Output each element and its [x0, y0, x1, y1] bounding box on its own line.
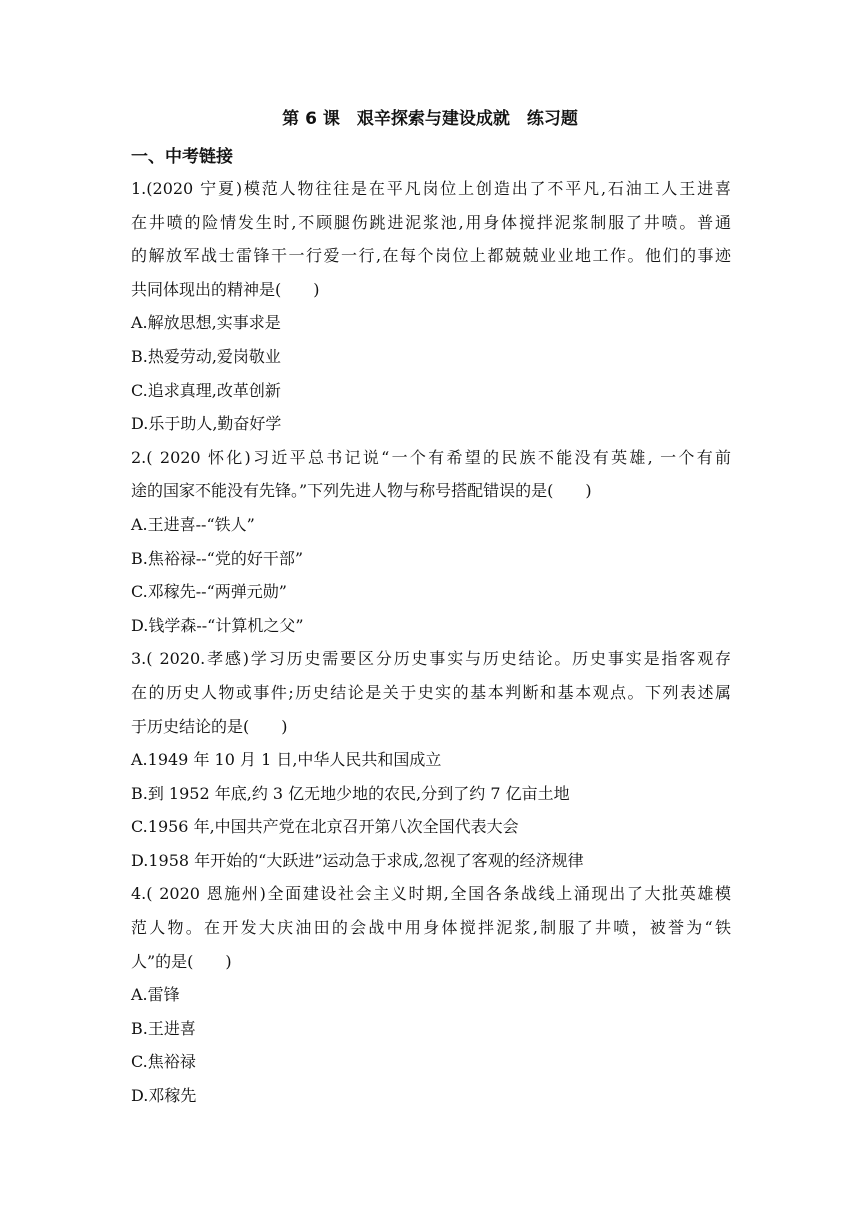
option-b: B.焦裕禄--“党的好干部”: [131, 548, 304, 568]
stem-line: 途的国家不能没有先锋。”下列先进人物与称号搭配错误的是( ): [131, 481, 592, 501]
option-a: A.王进喜--“铁人”: [131, 514, 255, 534]
option-c: C.邓稼先--“两弹元勋”: [131, 582, 287, 602]
option-a: A.1949 年 10 月 1 日,中华人民共和国成立: [131, 750, 442, 770]
stem-line: 人”的是( ): [131, 951, 232, 971]
option-c: C.追求真理,改革创新: [131, 380, 281, 400]
question-stem: [131, 441, 731, 508]
page-title: 第 6 课 艰辛探索与建设成就 练习题: [282, 109, 578, 129]
option-a: A.雷锋: [131, 985, 180, 1005]
question-2: [131, 441, 731, 643]
stem-line: 3.( 2020.孝感)学习历史需要区分历史事实与历史结论。历史事实是指客观存: [131, 649, 731, 669]
option-c: C.焦裕禄: [131, 1052, 196, 1072]
option-c: C.1956 年,中国共产党在北京召开第八次全国代表大会: [131, 817, 519, 837]
option-d: D.乐于助人,勤奋好学: [131, 414, 282, 434]
option-d: D.钱学森--“计算机之父”: [131, 615, 304, 635]
stem-line: 的解放军战士雷锋干一行爱一行,在每个岗位上都兢兢业业地工作。他们的事迹: [131, 246, 731, 266]
option-d: D.1958 年开始的“大跃进”运动急于求成,忽视了客观的经济规律: [131, 850, 584, 870]
option-d: D.邓稼先: [131, 1086, 197, 1106]
stem-line: 于历史结论的是( ): [131, 716, 288, 736]
option-a: A.解放思想,实事求是: [131, 313, 281, 333]
question-1: [131, 172, 731, 441]
stem-line: 在的历史人物或事件;历史结论是关于史实的基本判断和基本观点。下列表述属: [131, 682, 731, 702]
stem-line: 范人物。在开发大庆油田的会战中用身体搅拌泥浆,制服了井喷，被誉为“铁: [131, 918, 731, 938]
option-b: B.到 1952 年底,约 3 亿无地少地的农民,分到了约 7 亿亩土地: [131, 783, 570, 803]
question-3: [131, 642, 731, 877]
stem-line: 4.( 2020 恩施州)全面建设社会主义时期,全国各条战线上涌现出了大批英雄模: [131, 884, 731, 904]
stem-line: 共同体现出的精神是( ): [131, 279, 320, 299]
question-stem: [131, 642, 731, 743]
stem-line: 在井喷的险情发生时,不顾腿伤跳进泥浆池,用身体搅拌泥浆制服了井喷。普通: [131, 212, 731, 232]
question-4: [131, 877, 731, 1112]
question-stem: [131, 877, 731, 978]
option-b: B.热爱劳动,爱岗敬业: [131, 346, 281, 366]
stem-line: 2.( 2020 怀化)习近平总书记说“一个有希望的民族不能没有英雄, 一个有前: [131, 447, 731, 467]
question-stem: [131, 172, 731, 306]
section-heading: 一、中考链接: [131, 147, 233, 167]
stem-line: 1.(2020 宁夏)模范人物往往是在平凡岗位上创造出了不平凡,石油工人王进喜: [131, 179, 731, 198]
option-b: B.王进喜: [131, 1018, 196, 1038]
question-list: [131, 172, 731, 1113]
